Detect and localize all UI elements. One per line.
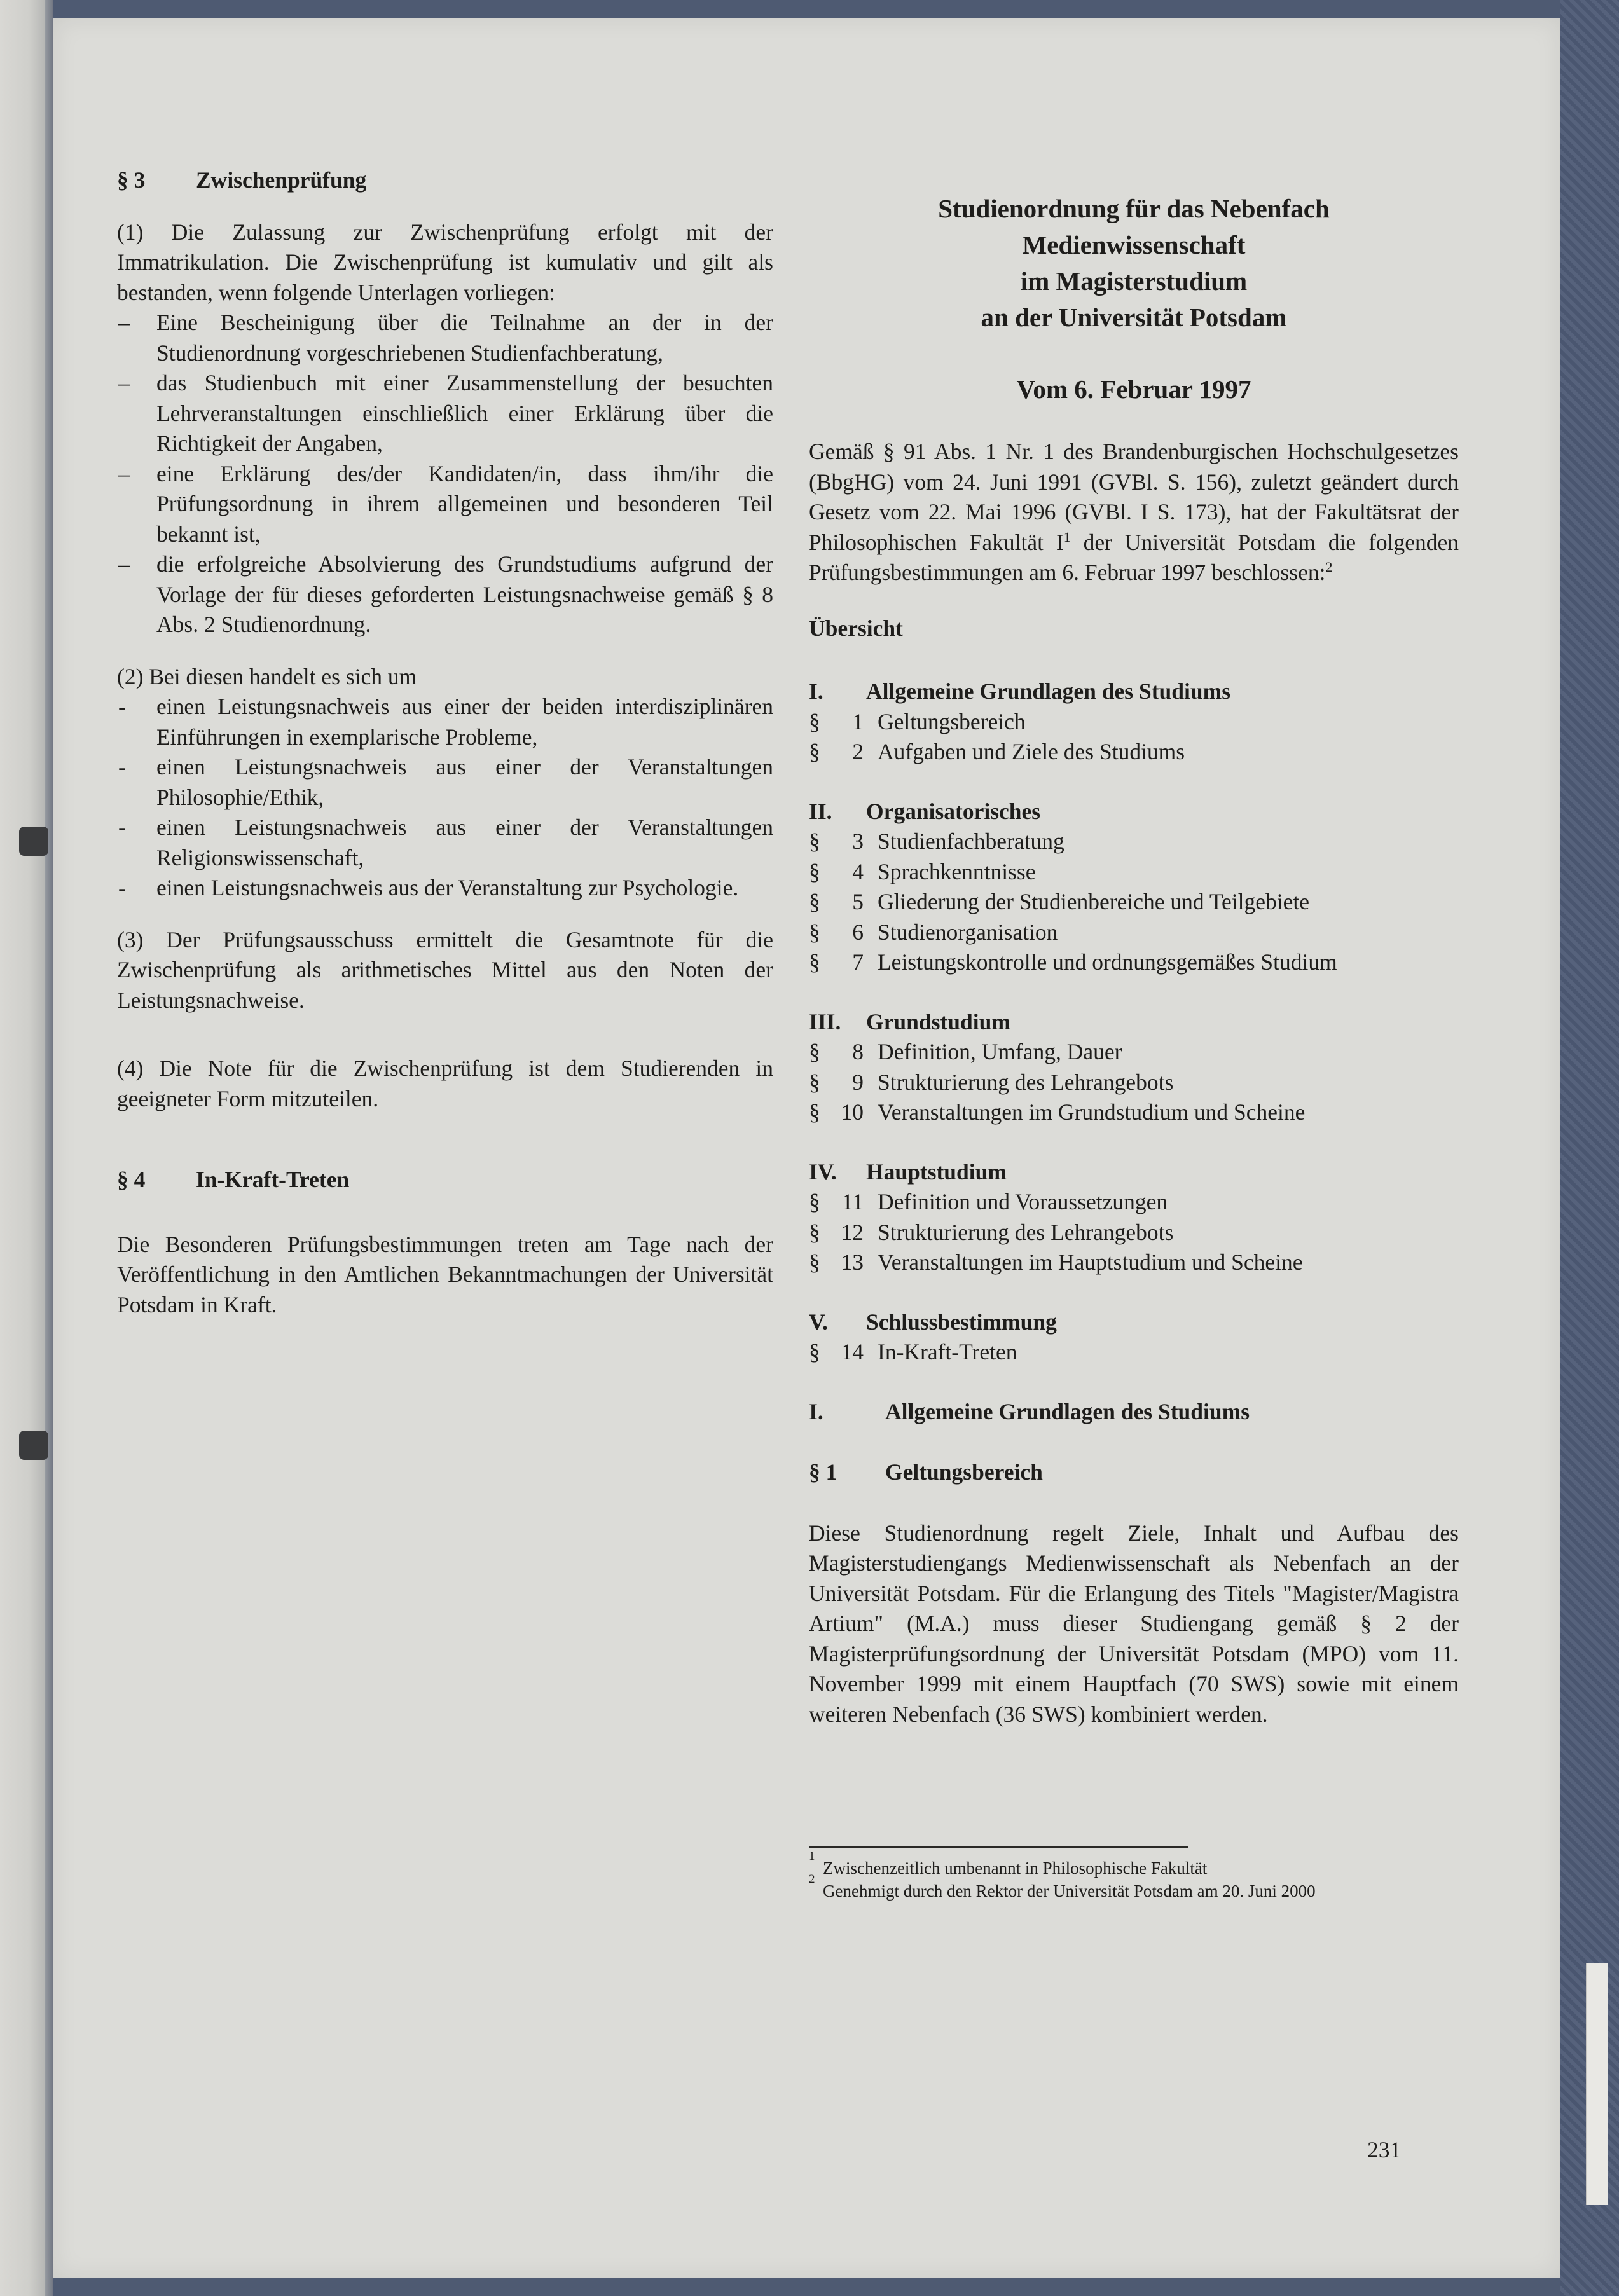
toc-section-title: Aufgaben und Ziele des Studiums	[878, 739, 1185, 764]
toc-section-number: 5	[852, 889, 864, 914]
toc-group	[809, 797, 1459, 978]
list-marker: –	[118, 460, 130, 486]
toc-section-title: Studienfachberatung	[878, 828, 1064, 854]
document-title	[809, 191, 1459, 336]
part-title: Allgemeine Grundlagen des Studiums	[885, 1398, 1250, 1424]
preamble	[809, 437, 1459, 588]
toc-paragraph-sign: §	[809, 1099, 820, 1125]
toc-part-heading	[809, 797, 1459, 827]
footnote	[809, 1850, 1459, 1880]
list-item	[117, 308, 773, 368]
section-title: Geltungsbereich	[885, 1459, 1043, 1485]
section-1-text: Diese Studienordnung regelt Ziele, Inhalt und Aufbau des Magisterstudiengangs Medienwissenschaft als Nebenfach an der Universität Potsdam. Für die Erlangung des Titels "Magister/Magistra Artium" (M.A.) muss dieser Studiengang gemäß § 2 der Magisterprüfungsordnung der Universität Potsdam (MPO) vom 11. November 1999 mit einem Hauptfach (70 SWS) sowie mit einem weiteren Nebenfach (36 SWS) kombiniert werden.	[809, 1520, 1459, 1727]
list-item	[117, 549, 773, 640]
toc-section-number: 3	[852, 828, 864, 854]
list-item	[117, 873, 773, 904]
footnote-text: Zwischenzeitlich umbenannt in Philosophische Fakultät	[823, 1859, 1208, 1878]
toc-part-title: Schlussbestimmung	[866, 1309, 1057, 1335]
title-line: an der Universität Potsdam	[981, 303, 1287, 332]
toc-section-title: Veranstaltungen im Grundstudium und Scheine	[878, 1099, 1306, 1125]
list-marker: –	[118, 370, 130, 395]
footnote-rule	[809, 1846, 1188, 1848]
section-title: Zwischenprüfung	[196, 167, 367, 193]
toc-paragraph-sign: §	[809, 828, 820, 854]
toc-paragraph-sign: §	[809, 858, 820, 884]
toc-section-number: 8	[852, 1039, 864, 1064]
toc-entry	[809, 1337, 1459, 1368]
part-1-heading	[809, 1397, 1459, 1427]
toc-part-title: Organisatorisches	[866, 798, 1041, 824]
preamble-text-b: der Universität Potsdam die folgenden Prüfungsbestimmungen am 6. Februar 1997 beschlossen:	[809, 529, 1459, 585]
toc-entry	[809, 1187, 1459, 1218]
preamble-text-a: Gemäß § 91 Abs. 1 Nr. 1 des Brandenburgischen Hochschulgesetzes (BbgHG) vom 24. Juni 1991 (GVBl. S. 156), zuletzt geändert durch Gesetz vom 22. Mai 1996 (GVBl. I S. 173), hat der Fakultätsrat der Philosophischen Fakultät I	[809, 439, 1459, 555]
list-marker: -	[118, 875, 126, 900]
list-item	[117, 368, 773, 459]
toc-entry	[809, 918, 1459, 948]
toc-part-heading	[809, 1157, 1459, 1188]
toc-paragraph-sign: §	[809, 708, 820, 734]
toc-entry	[809, 1097, 1459, 1128]
toc-group	[809, 1157, 1459, 1278]
list-marker: –	[118, 310, 130, 335]
list-item-text: eine Erklärung des/der Kandidaten/in, dass ihm/ihr die Prüfungsordnung in ihrem allgemeinen und besonderen Teil bekannt ist,	[156, 460, 773, 547]
list-item	[117, 813, 773, 873]
toc-section-number: 9	[852, 1069, 864, 1095]
paragraph-4: (4) Die Note für die Zwischenprüfung ist dem Studierenden in geeigneter Form mitzuteilen.	[117, 1055, 773, 1111]
toc-paragraph-sign: §	[809, 1189, 820, 1214]
toc-part-roman: I.	[809, 678, 823, 704]
requirements-list	[117, 308, 773, 640]
binding-tab-mark	[19, 1431, 48, 1460]
list-item-text: einen Leistungsnachweis aus der Veranstaltung zur Psychologie.	[156, 875, 739, 900]
list-marker: -	[118, 754, 126, 780]
list-item-text: einen Leistungsnachweis aus einer der beiden interdisziplinären Einführungen in exemplarische Probleme,	[156, 694, 773, 750]
left-binding-edge	[45, 0, 53, 2296]
toc-section-number: 1	[852, 708, 864, 734]
toc-section-title: Strukturierung des Lehrangebots	[878, 1069, 1174, 1095]
list-item-text: einen Leistungsnachweis aus einer der Veranstaltungen Philosophie/Ethik,	[156, 754, 773, 810]
paragraph-3: (3) Der Prüfungsausschuss ermittelt die Gesamtnote für die Zwischenprüfung als arithmetisches Mittel aus den Noten der Leistungsnachweise.	[117, 926, 773, 1013]
toc-entry	[809, 1218, 1459, 1248]
toc-paragraph-sign: §	[809, 1339, 820, 1365]
paragraph-2-intro: (2) Bei diesen handelt es sich um	[117, 663, 417, 689]
toc-paragraph-sign: §	[809, 919, 820, 945]
toc-section-title: In-Kraft-Treten	[878, 1339, 1017, 1365]
section-number: § 1	[809, 1459, 837, 1485]
toc-group	[809, 1307, 1459, 1368]
toc-part-heading	[809, 677, 1459, 707]
footnote-ref-1: 1	[1063, 528, 1071, 545]
section-number: § 4	[117, 1167, 146, 1192]
right-binding-cover	[1560, 0, 1619, 2296]
footnote-text: Genehmigt durch den Rektor der Universität Potsdam am 20. Juni 2000	[823, 1881, 1316, 1901]
toc-entry	[809, 887, 1459, 918]
overview-title: Übersicht	[809, 615, 903, 641]
footnote	[809, 1873, 1459, 1902]
toc-section-number: 14	[841, 1339, 864, 1365]
toc-part-title: Grundstudium	[866, 1008, 1010, 1035]
section-3-heading	[117, 165, 773, 196]
document-page	[53, 18, 1560, 2278]
section-title: In-Kraft-Treten	[196, 1167, 350, 1192]
toc-entry	[809, 1068, 1459, 1098]
toc-section-title: Strukturierung des Lehrangebots	[878, 1219, 1174, 1245]
footnote-mark: 1	[809, 1850, 815, 1863]
footnote-ref-2: 2	[1325, 559, 1333, 575]
list-marker: –	[118, 551, 130, 577]
toc-section-number: 2	[852, 739, 864, 764]
toc-section-number: 10	[841, 1099, 864, 1125]
section-4-text: Die Besonderen Prüfungsbestimmungen treten am Tage nach der Veröffentlichung in den Amtlichen Bekanntmachungen der Universität Potsdam in Kraft.	[117, 1231, 773, 1317]
footnote-mark: 2	[809, 1873, 815, 1886]
right-column	[809, 191, 1459, 1902]
title-line: im Magisterstudium	[1020, 266, 1248, 296]
list-marker: -	[118, 694, 126, 719]
toc-paragraph-sign: §	[809, 1069, 820, 1095]
toc-paragraph-sign: §	[809, 949, 820, 975]
toc-part-roman: IV.	[809, 1158, 837, 1185]
toc-entry	[809, 737, 1459, 767]
toc-entry	[809, 707, 1459, 738]
toc-section-title: Sprachkenntnisse	[878, 858, 1036, 884]
document-date: Vom 6. Februar 1997	[1016, 375, 1251, 404]
toc-part-heading	[809, 1007, 1459, 1038]
toc-entry	[809, 1037, 1459, 1068]
toc-section-title: Geltungsbereich	[878, 708, 1026, 734]
toc-section-number: 12	[841, 1219, 864, 1245]
toc-paragraph-sign: §	[809, 1219, 820, 1245]
toc-paragraph-sign: §	[809, 739, 820, 764]
list-item	[117, 752, 773, 813]
section-1-heading	[809, 1457, 1459, 1488]
binding-tab-mark	[19, 827, 48, 856]
toc-group	[809, 677, 1459, 767]
toc-section-number: 7	[852, 949, 864, 975]
toc-section-title: Definition und Voraussetzungen	[878, 1189, 1168, 1214]
toc-section-number: 11	[841, 1189, 864, 1214]
paragraph-1: (1) Die Zulassung zur Zwischenprüfung erfolgt mit der Immatrikulation. Die Zwischenprüfung ist kumulativ und gilt als bestanden, wenn folgende Unterlagen vorliegen:	[117, 219, 773, 305]
list-item-text: die erfolgreiche Absolvierung des Grundstudiums aufgrund der Vorlage der für dieses geforderten Leistungsnachweise gemäß § 8 Abs. 2 Studienordnung.	[156, 551, 773, 637]
title-line: Studienordnung für das Nebenfach	[938, 194, 1330, 223]
toc-part-roman: II.	[809, 798, 832, 824]
page-number: 231	[1367, 2137, 1402, 2162]
list-item-text: das Studienbuch mit einer Zusammenstellung der besuchten Lehrveranstaltungen einschließlich einer Erklärung über die Richtigkeit der Angaben,	[156, 370, 773, 456]
toc-section-title: Definition, Umfang, Dauer	[878, 1039, 1122, 1064]
list-item	[117, 459, 773, 550]
table-of-contents	[809, 677, 1459, 1368]
toc-section-title: Veranstaltungen im Hauptstudium und Scheine	[878, 1249, 1303, 1275]
toc-entry	[809, 857, 1459, 888]
left-column	[117, 165, 773, 1320]
toc-section-title: Gliederung der Studienbereiche und Teilgebiete	[878, 889, 1310, 914]
credits-list	[117, 692, 773, 904]
toc-paragraph-sign: §	[809, 889, 820, 914]
toc-section-title: Leistungskontrolle und ordnungsgemäßes Studium	[878, 949, 1337, 975]
footnotes	[809, 1850, 1459, 1902]
page-edge-strip	[1586, 1963, 1608, 2205]
list-item-text: einen Leistungsnachweis aus einer der Veranstaltungen Religionswissenschaft,	[156, 815, 773, 870]
toc-section-title: Studienorganisation	[878, 919, 1058, 945]
section-number: § 3	[117, 167, 146, 193]
toc-part-roman: III.	[809, 1008, 841, 1035]
toc-paragraph-sign: §	[809, 1249, 820, 1275]
toc-section-number: 13	[841, 1249, 864, 1275]
list-marker: -	[118, 815, 126, 840]
toc-group	[809, 1007, 1459, 1128]
list-item-text: Eine Bescheinigung über die Teilnahme an der in der Studienordnung vorgeschriebenen Studienfachberatung,	[156, 310, 773, 366]
toc-part-roman: V.	[809, 1309, 828, 1335]
toc-part-title: Hauptstudium	[866, 1158, 1007, 1185]
toc-part-title: Allgemeine Grundlagen des Studiums	[866, 678, 1231, 704]
toc-entry	[809, 947, 1459, 978]
list-item	[117, 692, 773, 752]
title-line: Medienwissenschaft	[1022, 230, 1246, 259]
toc-section-number: 4	[852, 858, 864, 884]
toc-part-heading	[809, 1307, 1459, 1338]
toc-entry	[809, 1248, 1459, 1278]
section-4-heading	[117, 1165, 773, 1195]
toc-entry	[809, 827, 1459, 857]
part-roman: I.	[809, 1398, 823, 1424]
toc-paragraph-sign: §	[809, 1039, 820, 1064]
toc-section-number: 6	[852, 919, 864, 945]
